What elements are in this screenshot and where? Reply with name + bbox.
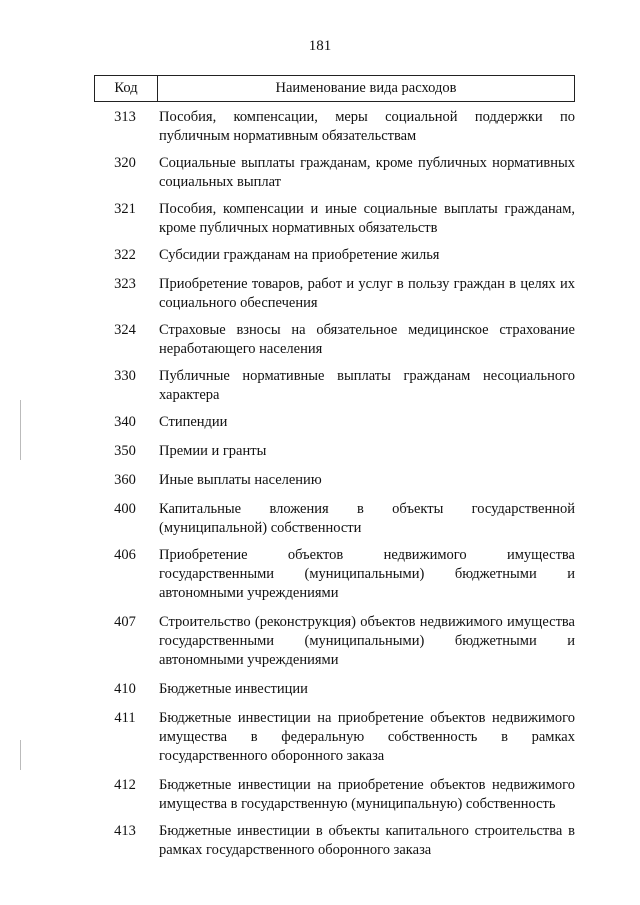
table-row — [94, 680, 575, 699]
row-text: Пособия, компенсации и иные социальные выплаты гражданам, кроме публичных нормативных обязательств — [159, 201, 575, 236]
row-text: Публичные нормативные выплаты гражданам несоциального характера — [159, 368, 575, 403]
row-text: Пособия, компенсации, меры социальной поддержки по публичным нормативным обязательствам — [159, 109, 575, 144]
table-row — [94, 275, 575, 313]
row-text: Приобретение объектов недвижимого имущества государственными (муниципальными) бюджетными и автономными учреждениями — [159, 547, 575, 601]
row-code: 324 — [114, 322, 136, 338]
table-row — [94, 200, 575, 238]
row-code: 350 — [114, 443, 136, 459]
row-text: Приобретение товаров, работ и услуг в пользу граждан в целях их социального обеспечения — [159, 276, 575, 311]
table-row — [94, 822, 575, 860]
row-code: 412 — [114, 777, 136, 793]
row-code: 321 — [114, 201, 136, 217]
table-row — [94, 471, 575, 490]
row-code: 340 — [114, 414, 136, 430]
table-row — [94, 154, 575, 192]
row-code: 322 — [114, 247, 136, 263]
table-row — [94, 613, 575, 670]
table-body — [94, 108, 575, 868]
scan-margin-mark — [20, 400, 21, 460]
row-text: Строительство (реконструкция) объектов недвижимого имущества государственными (муниципальными) бюджетными и автономными учреждениями — [159, 614, 575, 668]
table-row — [94, 367, 575, 405]
page-number: 181 — [308, 38, 332, 54]
row-code: 407 — [114, 614, 136, 630]
row-text: Стипендии — [159, 414, 228, 430]
header-name: Наименование вида расходов — [275, 80, 457, 96]
row-text: Премии и гранты — [159, 443, 267, 459]
row-code: 360 — [114, 472, 136, 488]
header-code: Код — [95, 76, 158, 101]
table-row — [94, 500, 575, 538]
table-row — [94, 321, 575, 359]
row-code: 411 — [114, 710, 136, 726]
row-text: Бюджетные инвестиции в объекты капитального строительства в рамках государственного оборонного заказа — [159, 823, 575, 858]
row-text: Бюджетные инвестиции — [159, 681, 308, 697]
row-code: 406 — [114, 547, 136, 563]
row-code: 400 — [114, 501, 136, 517]
row-text: Бюджетные инвестиции на приобретение объектов недвижимого имущества в государственную (муниципальную) собственность — [159, 777, 575, 812]
table-header — [94, 75, 575, 102]
row-text: Капитальные вложения в объекты государственной (муниципальной) собственности — [159, 501, 575, 536]
row-text: Субсидии гражданам на приобретение жилья — [159, 247, 440, 263]
table-row — [94, 546, 575, 603]
table-row — [94, 246, 575, 265]
row-code: 323 — [114, 276, 136, 292]
row-code: 330 — [114, 368, 136, 384]
row-code: 320 — [114, 155, 136, 171]
row-text: Страховые взносы на обязательное медицинское страхование неработающего населения — [159, 322, 575, 357]
table-row — [94, 776, 575, 814]
row-code: 413 — [114, 823, 136, 839]
row-text: Бюджетные инвестиции на приобретение объектов недвижимого имущества в федеральную собственность в рамках государственного оборонного заказа — [159, 710, 575, 764]
table-row — [94, 108, 575, 146]
row-code: 410 — [114, 681, 136, 697]
table-row — [94, 709, 575, 766]
row-code: 313 — [114, 109, 136, 125]
scan-margin-mark — [20, 740, 21, 770]
table-row — [94, 442, 575, 461]
row-text: Иные выплаты населению — [159, 472, 322, 488]
row-text: Социальные выплаты гражданам, кроме публичных нормативных социальных выплат — [159, 155, 575, 190]
table-row — [94, 413, 575, 432]
